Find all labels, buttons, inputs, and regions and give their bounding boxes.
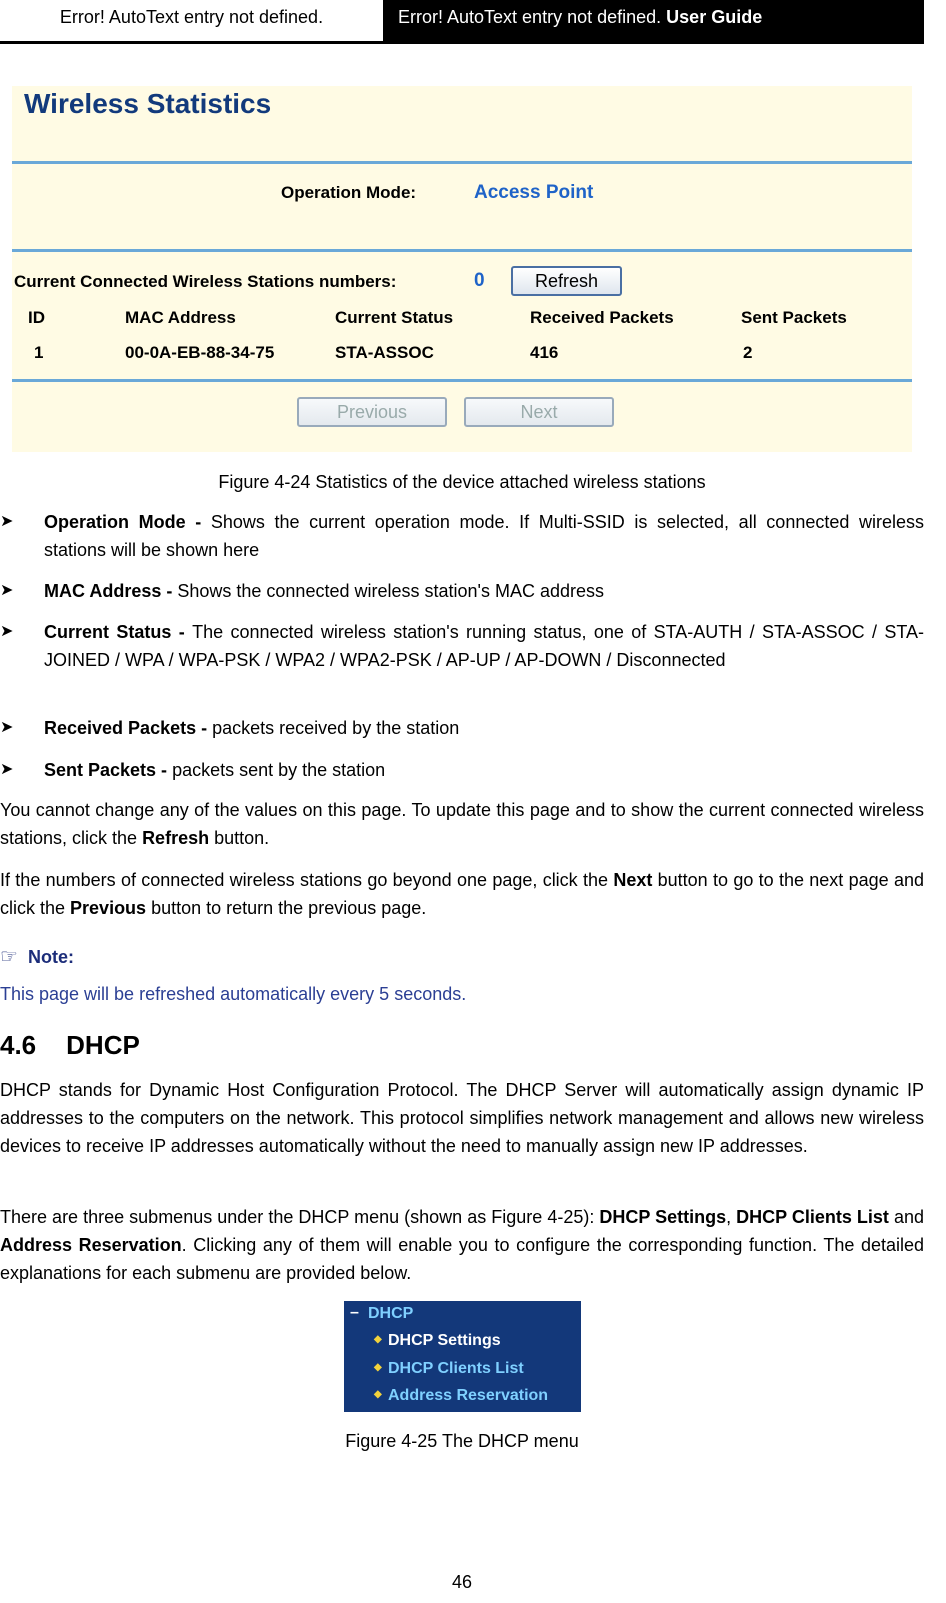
bullet-term: Operation Mode - <box>44 512 211 532</box>
para-text: You cannot change any of the values on this page. To update this page and to show the current connected wireless stations, click the <box>0 800 924 848</box>
bullet-text: The connected wireless station's running status, one of STA-AUTH / STA-ASSOC / STA-JOINED / WPA / WPA-PSK / WPA2 / WPA2-PSK / AP-UP / AP-DOWN / Disconnected <box>44 622 924 670</box>
section-number: 4.6 <box>0 1030 37 1060</box>
divider <box>12 379 912 382</box>
menu-dhcp-clients-list[interactable]: DHCP Clients List <box>388 1360 524 1377</box>
cell-id: 1 <box>34 343 44 362</box>
paragraph <box>0 796 924 852</box>
para-text: and <box>888 1207 924 1227</box>
header-left: Error! AutoText entry not defined. <box>0 0 383 44</box>
col-received-packets: Received Packets <box>530 308 674 327</box>
cell-mac-address: 00-0A-EB-88-34-75 <box>125 343 275 362</box>
bullet-text: Shows the connected wireless station's MAC address <box>177 581 604 601</box>
previous-button[interactable]: Previous <box>297 397 447 427</box>
bullet-term: MAC Address - <box>44 581 178 601</box>
menu-address-reservation[interactable]: Address Reservation <box>388 1387 549 1404</box>
para-text: button to go to the next page and click the <box>0 870 924 918</box>
dhcp-menu-screenshot <box>344 1301 581 1412</box>
bullet-term: Sent Packets - <box>44 760 173 780</box>
col-sent-packets: Sent Packets <box>741 308 847 327</box>
operation-mode-value: Access Point <box>474 182 594 203</box>
section-heading <box>0 1030 140 1061</box>
figure-caption: Figure 4-25 The DHCP menu <box>345 1431 579 1451</box>
paragraph <box>0 1203 924 1287</box>
header-right-text: Error! AutoText entry not defined. <box>398 7 662 27</box>
para-text: , <box>726 1207 737 1227</box>
para-text: There are three submenus under the DHCP menu (shown as Figure 4-25): <box>0 1207 600 1227</box>
arrow-bullet-icon: ➤ <box>0 582 14 599</box>
cell-received-packets: 416 <box>530 343 559 362</box>
para-bold: Next <box>613 870 653 890</box>
figure-caption: Figure 4-24 Statistics of the device attached wireless stations <box>218 472 706 492</box>
menu-dhcp-settings[interactable]: DHCP Settings <box>388 1332 501 1349</box>
menu-dhcp[interactable]: DHCP <box>368 1305 414 1322</box>
paragraph <box>0 866 924 922</box>
col-mac-address: MAC Address <box>125 308 236 327</box>
bullet-dot-icon: ◆ <box>374 1389 382 1400</box>
screenshot-title: Wireless Statistics <box>24 88 272 119</box>
header-guide-title: User Guide <box>666 7 763 27</box>
para-bold: Address Reservation <box>0 1235 182 1255</box>
col-current-status: Current Status <box>335 308 454 327</box>
bullet-dot-icon: ◆ <box>374 1362 382 1373</box>
stations-value: 0 <box>474 270 485 291</box>
para-text: button to return the previous page. <box>146 898 427 918</box>
divider <box>12 161 912 164</box>
para-bold: DHCP Clients List <box>736 1207 889 1227</box>
wireless-statistics-screenshot <box>12 86 912 452</box>
para-text: button. <box>209 828 270 848</box>
pointing-hand-icon: ☞ <box>0 946 18 968</box>
col-id: ID <box>28 308 45 327</box>
bullet-text: Shows the current operation mode. If Multi-SSID is selected, all connected wireless stations will be shown here <box>44 512 925 560</box>
para-bold: DHCP Settings <box>599 1207 727 1227</box>
arrow-bullet-icon: ➤ <box>0 761 14 778</box>
arrow-bullet-icon: ➤ <box>0 719 14 736</box>
note-text: This page will be refreshed automatically every 5 seconds. <box>0 984 467 1004</box>
header-right <box>383 0 924 44</box>
arrow-bullet-icon: ➤ <box>0 513 14 530</box>
note-label: Note: <box>27 947 74 967</box>
bullet-text: packets sent by the station <box>172 760 386 780</box>
page-number: 46 <box>451 1572 473 1592</box>
bullet-term: Current Status - <box>44 622 193 642</box>
para-text: If the numbers of connected wireless stations go beyond one page, click the <box>0 870 614 890</box>
stations-label: Current Connected Wireless Stations numbers: <box>14 272 397 291</box>
arrow-bullet-icon: ➤ <box>0 623 14 640</box>
cell-current-status: STA-ASSOC <box>335 343 434 362</box>
note-heading <box>0 944 74 969</box>
divider <box>12 249 912 252</box>
operation-mode-label: Operation Mode: <box>281 183 417 202</box>
bullet-term: Received Packets - <box>44 718 213 738</box>
collapse-icon[interactable]: – <box>350 1304 359 1321</box>
paragraph: DHCP stands for Dynamic Host Configuration Protocol. The DHCP Server will automatically assign dynamic IP addresses to the computers on the network. This protocol simplifies network management and allows new wireless devices to receive IP addresses automatically without the need to manually assign new IP addresses. <box>0 1080 924 1156</box>
section-title: DHCP <box>66 1030 140 1060</box>
cell-sent-packets: 2 <box>743 343 753 362</box>
page-header <box>0 0 924 44</box>
para-bold: Refresh <box>142 828 210 848</box>
para-text: . Clicking any of them will enable you to configure the corresponding function. The detailed explanations for each submenu are provided below. <box>0 1235 924 1283</box>
para-bold: Previous <box>70 898 147 918</box>
bullet-dot-icon: ◆ <box>374 1334 382 1345</box>
bullet-text: packets received by the station <box>212 718 460 738</box>
refresh-button[interactable]: Refresh <box>511 266 622 296</box>
next-button[interactable]: Next <box>464 397 614 427</box>
